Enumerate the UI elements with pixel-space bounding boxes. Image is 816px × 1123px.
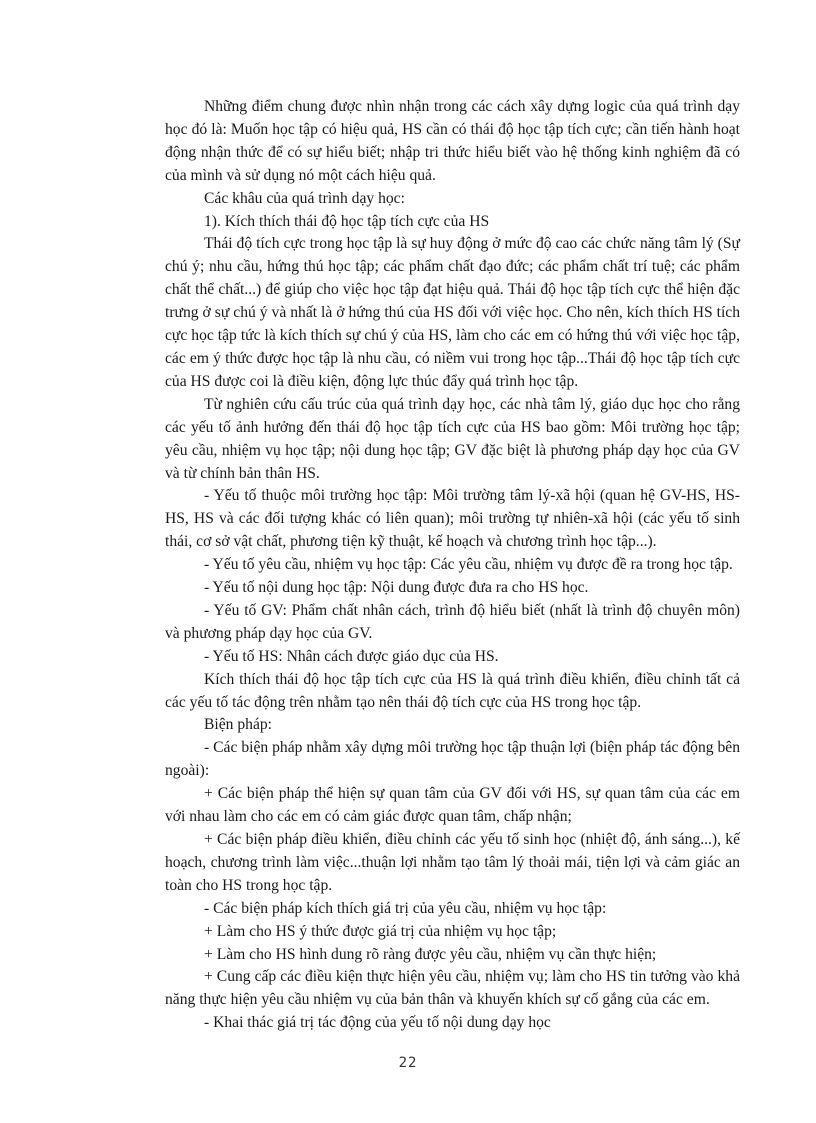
- paragraph: Từ nghiên cứu cấu trúc của quá trình dạy học, các nhà tâm lý, giáo dục học cho rằng các yếu tố ảnh hưởng đến thái độ học tập tích cực của HS bao gồm: Môi trường học tập; yêu cầu, nhiệm vụ học tập; nội dung học tập; GV đặc biệt là phương pháp dạy học của GV và từ chính bản thân HS.: [165, 395, 740, 482]
- list-item: + Làm cho HS ý thức được giá trị của nhiệm vụ học tập;: [204, 922, 557, 940]
- paragraph: Các khâu của quá trình dạy học:: [204, 189, 405, 207]
- list-item: - Các biện pháp kích thích giá trị của yêu cầu, nhiệm vụ học tập:: [204, 899, 607, 917]
- list-item: - Yếu tố thuộc môi trường học tập: Môi trường tâm lý-xã hội (quan hệ GV-HS, HS-HS, HS và các đối tượng khác có liên quan); môi trường tự nhiên-xã hội (các yếu tố sinh thái, cơ sở vật chất, phương tiện kỹ thuật, kế hoạch và chương trình học tập...).: [165, 487, 740, 551]
- list-item: + Làm cho HS hình dung rõ ràng được yêu cầu, nhiệm vụ cần thực hiện;: [204, 945, 657, 963]
- list-item: - Yếu tố nội dung học tập: Nội dung được đưa ra cho HS học.: [204, 579, 589, 597]
- list-item: - Các biện pháp nhằm xây dựng môi trường học tập thuận lợi (biện pháp tác động bên ngoài):: [165, 739, 740, 780]
- paragraph: Kích thích thái độ học tập tích cực của HS là quá trình điều khiển, điều chỉnh tất cả các yếu tố tác động trên nhằm tạo nên thái độ tích cực của HS trong học tập.: [165, 670, 740, 711]
- paragraph: Thái độ tích cực trong học tập là sự huy động ở mức độ cao các chức năng tâm lý (Sự chú ý; nhu cầu, hứng thú học tập; các phẩm chất đạo đức; các phẩm chất trí tuệ; các phẩm chất thể chất...) để giúp cho việc học tập đạt hiệu quả. Thái độ học tập tích cực thể hiện đặc trưng ở sự chú ý và nhất là ở hứng thú của HS đối với việc học. Cho nên, kích thích HS tích cực học tập tức là kích thích sự chú ý của HS, làm cho các em có hứng thú với việc học tập, các em ý thức được học tập là nhu cầu, có niềm vui trong học tập...Thái độ học tập tích cực của HS được coi là điều kiện, động lực thúc đẩy quá trình học tập.: [165, 235, 740, 390]
- list-item: - Yếu tố yêu cầu, nhiệm vụ học tập: Các yêu cầu, nhiệm vụ được đề ra trong học tập.: [204, 556, 733, 574]
- list-item: - Khai thác giá trị tác động của yếu tố nội dung dạy học: [204, 1014, 551, 1032]
- list-item: - Yếu tố GV: Phẩm chất nhân cách, trình độ hiểu biết (nhất là trình độ chuyên môn) và phương pháp dạy học của GV.: [165, 601, 740, 642]
- body-text: [165, 96, 740, 1035]
- list-item: - Yếu tố HS: Nhân cách được giáo dục của HS.: [204, 647, 499, 665]
- section-heading: 1). Kích thích thái độ học tập tích cực của HS: [204, 212, 490, 230]
- list-item: + Các biện pháp điều khiển, điều chỉnh các yếu tố sinh học (nhiệt độ, ánh sáng...), kế hoạch, chương trình làm việc...thuận lợi nhằm tạo tâm lý thoải mái, tiện lợi và cảm giác an toàn cho HS trong học tập.: [165, 831, 740, 894]
- list-item: + Cung cấp các điều kiện thực hiện yêu cầu, nhiệm vụ; làm cho HS tin tưởng vào khả năng thực hiện yêu cầu nhiệm vụ của bản thân và khuyến khích sự cố gắng của các em.: [165, 968, 740, 1009]
- paragraph: Biện pháp:: [204, 716, 272, 734]
- page-number: 22: [398, 1055, 418, 1071]
- paragraph: Những điểm chung được nhìn nhận trong các cách xây dựng logic của quá trình dạy học đó là: Muốn học tập có hiệu quả, HS cần có thái độ học tập tích cực; cần tiến hành hoạt động nhận thức để có sự hiểu biết; nhập tri thức hiểu biết vào hệ thống kinh nghiệm đã có của mình và sử dụng nó một cách hiệu quả.: [165, 98, 740, 184]
- list-item: + Các biện pháp thể hiện sự quan tâm của GV đối với HS, sự quan tâm của các em với nhau làm cho các em có cảm giác được quan tâm, chấp nhận;: [165, 785, 740, 826]
